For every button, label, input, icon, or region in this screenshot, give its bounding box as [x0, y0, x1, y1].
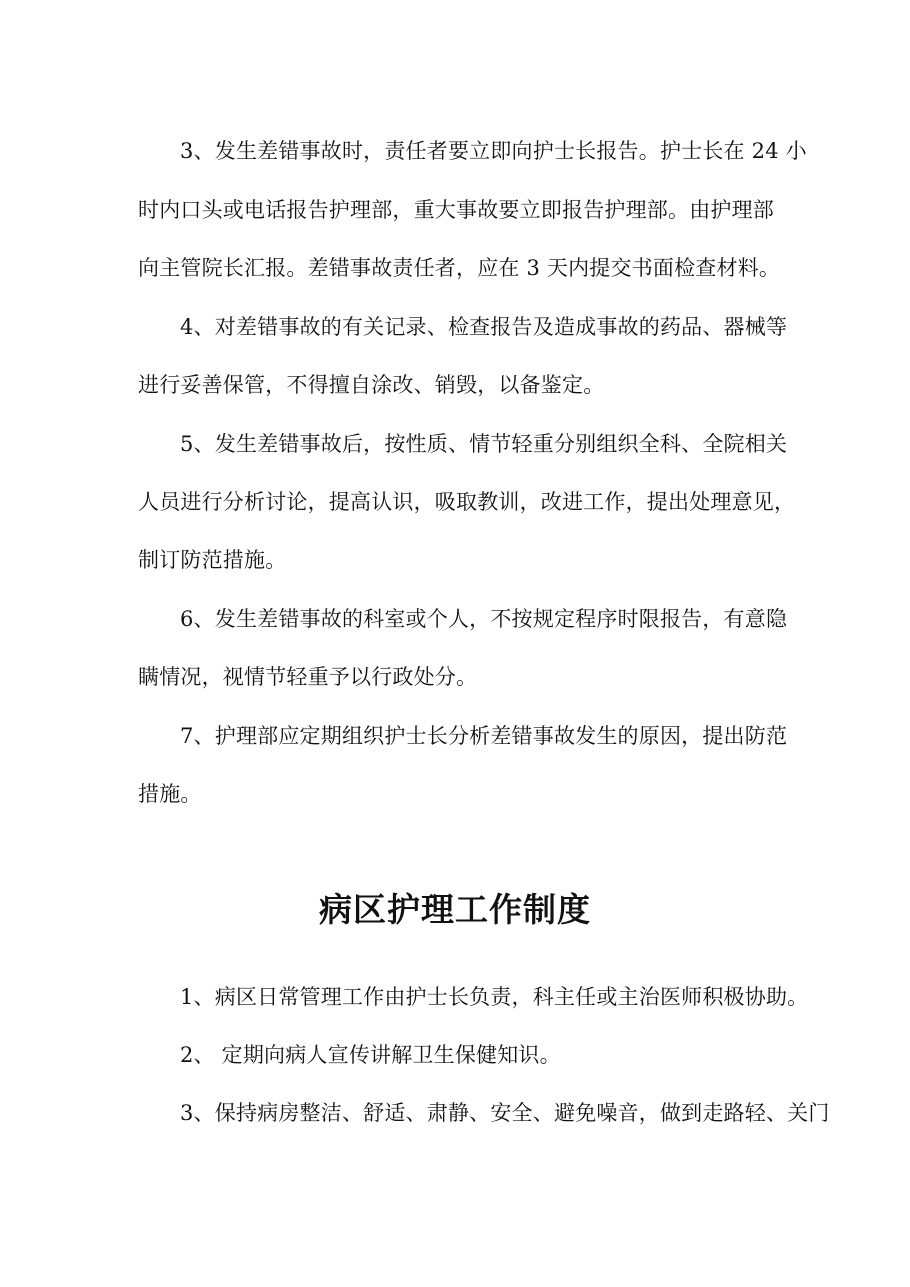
paragraph-4-line-1: 4、对差错事故的有关记录、检查报告及造成事故的药品、器械等: [180, 315, 788, 339]
rule-item-2: 2、 定期向病人宣传讲解卫生保健知识。: [180, 1043, 561, 1067]
paragraph-4-line-2: 进行妥善保管，不得擅自涂改、销毁，以备鉴定。: [138, 373, 605, 397]
paragraph-5-line-2: 人员进行分析讨论，提高认识，吸取教训，改进工作，提出处理意见，: [138, 490, 796, 514]
paragraph-7-line-1: 7、护理部应定期组织护士长分析差错事故发生的原因，提出防范: [180, 724, 788, 748]
paragraph-6-line-2: 瞒情况，视情节轻重予以行政处分。: [138, 665, 478, 689]
rule-item-3: 3、保持病房整洁、舒适、肃静、安全、避免噪音，做到走路轻、关门: [180, 1101, 830, 1125]
paragraph-7-line-2: 措施。: [138, 782, 202, 806]
section-title: 病区护理工作制度: [319, 890, 591, 929]
rule-item-1: 1、病区日常管理工作由护士长负责，科主任或主治医师积极协助。: [180, 985, 809, 1009]
paragraph-3-line-2: 时内口头或电话报告护理部，重大事故要立即报告护理部。由护理部: [138, 198, 774, 222]
paragraph-6-line-1: 6、发生差错事故的科室或个人，不按规定程序时限报告，有意隐: [180, 607, 788, 631]
paragraph-3-line-3: 向主管院长汇报。差错事故责任者，应在 3 天内提交书面检查材料。: [138, 256, 781, 280]
paragraph-5-line-3: 制订防范措施。: [138, 548, 287, 572]
paragraph-3-line-1: 3、发生差错事故时，责任者要立即向护士长报告。护士长在 24 小: [180, 139, 807, 163]
paragraph-5-line-1: 5、发生差错事故后，按性质、情节轻重分别组织全科、全院相关: [180, 432, 788, 456]
